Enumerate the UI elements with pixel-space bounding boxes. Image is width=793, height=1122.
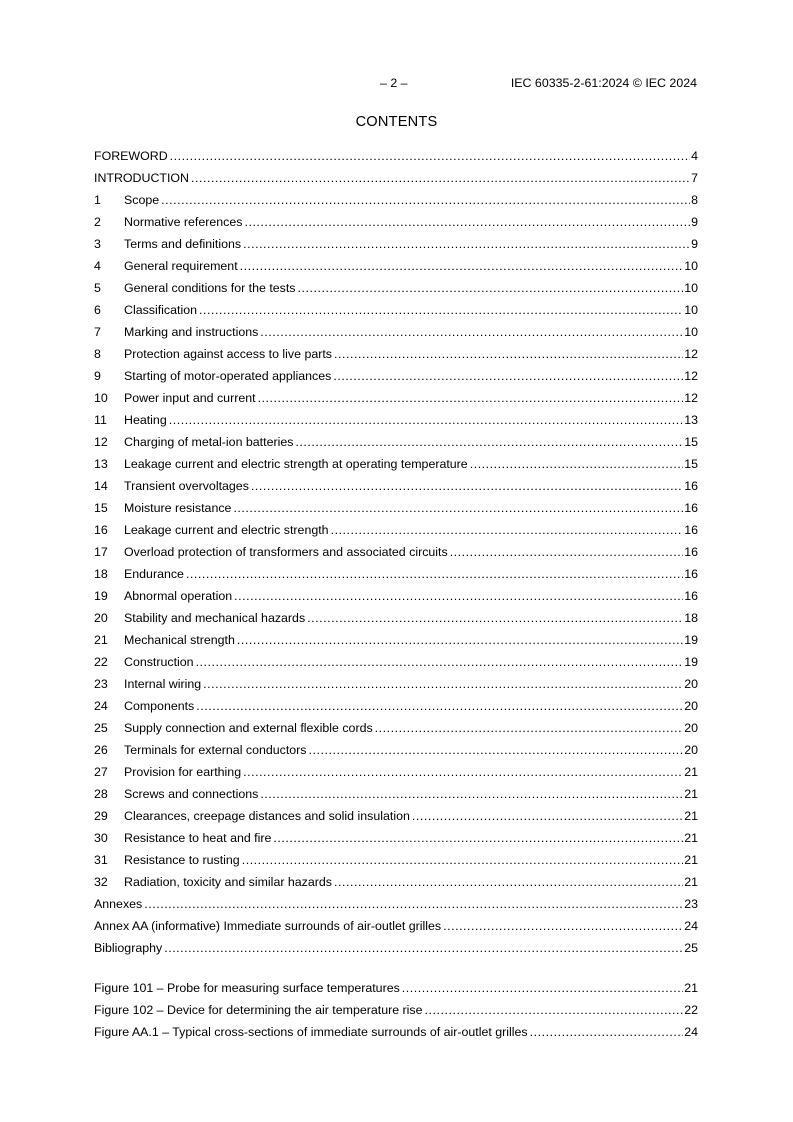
toc-entry-number: 28 <box>94 787 108 801</box>
toc-entry-label: Components <box>124 699 195 713</box>
toc-entry-page: 24 <box>684 919 698 933</box>
toc-entry[interactable] <box>94 827 698 849</box>
toc-entry-page: 21 <box>684 875 698 889</box>
toc-entry-number: 2 <box>94 215 101 229</box>
toc-entry[interactable] <box>94 321 698 343</box>
toc-entry[interactable] <box>94 145 698 167</box>
dot-leader <box>237 631 683 649</box>
toc-entry-label: Terms and definitions <box>124 237 242 251</box>
dot-leader <box>450 543 684 561</box>
toc-entry[interactable] <box>94 167 698 189</box>
toc-entry-label: Transient overvoltages <box>124 479 249 493</box>
figure-entry-page: 24 <box>684 1025 698 1039</box>
toc-entry[interactable] <box>94 629 698 651</box>
toc-entry-label: FOREWORD <box>94 149 168 163</box>
figure-entry-label: Figure AA.1 – Typical cross-sections of immediate surrounds of air-outlet grilles <box>94 1025 528 1039</box>
toc-entry[interactable] <box>94 233 698 255</box>
toc-entry-label: Normative references <box>124 215 243 229</box>
toc-entry[interactable] <box>94 805 698 827</box>
toc-entry-page: 16 <box>684 523 698 537</box>
toc-entry-number: 8 <box>94 347 101 361</box>
dot-leader <box>191 169 690 187</box>
toc-entry[interactable] <box>94 915 698 937</box>
page-header <box>0 76 793 92</box>
toc-entry-number: 18 <box>94 567 108 581</box>
dot-leader <box>375 719 684 737</box>
toc-entry-number: 30 <box>94 831 108 845</box>
toc-entry-label: Classification <box>124 303 197 317</box>
toc-entry-page: 21 <box>684 853 698 867</box>
toc-entry-label: Leakage current and electric strength <box>124 523 329 537</box>
toc-entry[interactable] <box>94 541 698 563</box>
toc-entry-page: 15 <box>684 435 698 449</box>
toc-entry-page: 15 <box>684 457 698 471</box>
toc-entry[interactable] <box>94 255 698 277</box>
dot-leader <box>170 147 690 165</box>
dot-leader <box>334 345 683 363</box>
toc-entry-label: General requirement <box>124 259 238 273</box>
figure-entry-label: Figure 101 – Probe for measuring surface temperatures <box>94 981 400 995</box>
dot-leader <box>244 213 690 231</box>
dot-leader <box>144 895 683 913</box>
toc-entry-number: 22 <box>94 655 108 669</box>
toc-entry-number: 29 <box>94 809 108 823</box>
toc-entry-number: 14 <box>94 479 108 493</box>
toc-entry-page: 18 <box>684 611 698 625</box>
figure-entry[interactable] <box>94 977 698 999</box>
toc-entry-label: INTRODUCTION <box>94 171 189 185</box>
dot-leader <box>233 499 683 517</box>
dot-leader <box>199 301 683 319</box>
dot-leader <box>243 235 690 253</box>
dot-leader <box>273 829 683 847</box>
toc-entry-label: Terminals for external conductors <box>124 743 307 757</box>
toc-entry-label: Clearances, creepage distances and solid insulation <box>124 809 410 823</box>
toc-entry-number: 6 <box>94 303 101 317</box>
toc-entry-number: 15 <box>94 501 108 515</box>
toc-entry-page: 21 <box>684 765 698 779</box>
toc-entry-label: Mechanical strength <box>124 633 235 647</box>
toc-entry-number: 13 <box>94 457 108 471</box>
toc-entry-label: Scope <box>124 193 160 207</box>
toc-entry[interactable] <box>94 673 698 695</box>
toc-entry-number: 25 <box>94 721 108 735</box>
toc-entry-label: Provision for earthing <box>124 765 242 779</box>
toc-entry-label: Resistance to heat and fire <box>124 831 272 845</box>
toc-entry-label: Power input and current <box>124 391 256 405</box>
toc-entry-number: 20 <box>94 611 108 625</box>
toc-entry[interactable] <box>94 695 698 717</box>
dot-leader <box>196 653 684 671</box>
toc-entry[interactable] <box>94 563 698 585</box>
toc-entry-label: Marking and instructions <box>124 325 259 339</box>
figure-entry[interactable] <box>94 1021 698 1043</box>
figure-entry[interactable] <box>94 999 698 1021</box>
toc-entry-label: Endurance <box>124 567 184 581</box>
toc-entry[interactable] <box>94 585 698 607</box>
toc-entry-number: 23 <box>94 677 108 691</box>
toc-entry[interactable] <box>94 519 698 541</box>
dot-leader <box>443 917 683 935</box>
toc-entry-number: 5 <box>94 281 101 295</box>
toc-entry-page: 8 <box>691 193 698 207</box>
toc-entry-label: Protection against access to live parts <box>124 347 332 361</box>
toc-entry[interactable] <box>94 937 698 959</box>
dot-leader <box>240 257 684 275</box>
toc-entry-page: 9 <box>691 237 698 251</box>
contents-title: CONTENTS <box>355 114 438 130</box>
toc-entry-label: Supply connection and external flexible cords <box>124 721 373 735</box>
figure-entry-page: 21 <box>684 981 698 995</box>
dot-leader <box>161 191 690 209</box>
dot-leader <box>203 675 683 693</box>
dot-leader <box>333 367 683 385</box>
toc-entry[interactable] <box>94 475 698 497</box>
toc-entry-page: 25 <box>684 941 698 955</box>
toc-entry-number: 10 <box>94 391 108 405</box>
toc-entry-label: Leakage current and electric strength at operating temperature <box>124 457 468 471</box>
toc-entry-label: Annexes <box>94 897 143 911</box>
toc-entry-page: 21 <box>684 787 698 801</box>
toc-entry-label: Screws and connections <box>124 787 259 801</box>
toc-entry-page: 13 <box>684 413 698 427</box>
toc-entry[interactable] <box>94 189 698 211</box>
toc-entry-page: 16 <box>684 479 698 493</box>
toc-entry-number: 17 <box>94 545 108 559</box>
toc-entry-page: 20 <box>684 677 698 691</box>
dot-leader <box>425 1001 684 1019</box>
toc-entry-page: 21 <box>684 831 698 845</box>
toc-entry-label: Charging of metal-ion batteries <box>124 435 294 449</box>
toc-entry-page: 16 <box>684 545 698 559</box>
toc-entry-page: 12 <box>684 347 698 361</box>
table-of-contents <box>94 145 698 959</box>
toc-entry-page: 20 <box>684 721 698 735</box>
toc-entry-label: Bibliography <box>94 941 163 955</box>
toc-entry-label: Construction <box>124 655 194 669</box>
toc-entry-label: Internal wiring <box>124 677 202 691</box>
toc-entry-page: 10 <box>684 303 698 317</box>
toc-entry-page: 10 <box>684 325 698 339</box>
toc-entry[interactable] <box>94 453 698 475</box>
dot-leader <box>295 433 683 451</box>
toc-entry-page: 7 <box>691 171 698 185</box>
toc-entry-label: General conditions for the tests <box>124 281 296 295</box>
toc-entry-page: 12 <box>684 369 698 383</box>
figure-entry-page: 22 <box>684 1003 698 1017</box>
toc-entry-page: 20 <box>684 699 698 713</box>
toc-entry-number: 27 <box>94 765 108 779</box>
toc-entry-page: 21 <box>684 809 698 823</box>
dot-leader <box>298 279 684 297</box>
toc-entry[interactable] <box>94 409 698 431</box>
toc-entry[interactable] <box>94 871 698 893</box>
toc-entry-page: 23 <box>684 897 698 911</box>
toc-entry-number: 19 <box>94 589 108 603</box>
toc-entry[interactable] <box>94 651 698 673</box>
figure-entry-label: Figure 102 – Device for determining the air temperature rise <box>94 1003 423 1017</box>
toc-entry[interactable] <box>94 277 698 299</box>
toc-entry-label: Resistance to rusting <box>124 853 240 867</box>
toc-entry-number: 1 <box>94 193 101 207</box>
toc-entry-label: Heating <box>124 413 167 427</box>
toc-entry-page: 10 <box>684 259 698 273</box>
dot-leader <box>251 477 683 495</box>
toc-entry[interactable] <box>94 739 698 761</box>
dot-leader <box>234 587 683 605</box>
dot-leader <box>196 697 683 715</box>
toc-entry-number: 31 <box>94 853 108 867</box>
toc-entry-number: 9 <box>94 369 101 383</box>
toc-entry-page: 19 <box>684 655 698 669</box>
toc-entry[interactable] <box>94 211 698 233</box>
toc-entry-number: 32 <box>94 875 108 889</box>
dot-leader <box>260 785 683 803</box>
toc-entry-page: 16 <box>684 589 698 603</box>
toc-entry-label: Moisture resistance <box>124 501 232 515</box>
toc-entry-label: Starting of motor-operated appliances <box>124 369 332 383</box>
toc-entry-page: 19 <box>684 633 698 647</box>
toc-entry[interactable] <box>94 387 698 409</box>
toc-entry[interactable] <box>94 849 698 871</box>
page-number: – 2 – <box>380 76 408 90</box>
toc-entry-page: 9 <box>691 215 698 229</box>
toc-entry[interactable] <box>94 607 698 629</box>
dot-leader <box>402 979 683 997</box>
toc-entry-label: Radiation, toxicity and similar hazards <box>124 875 332 889</box>
toc-entry[interactable] <box>94 365 698 387</box>
dot-leader <box>334 873 683 891</box>
dot-leader <box>258 389 684 407</box>
dot-leader <box>307 609 683 627</box>
toc-entry-number: 21 <box>94 633 108 647</box>
dot-leader <box>470 455 684 473</box>
toc-entry-label: Annex AA (informative) Immediate surrounds of air-outlet grilles <box>94 919 442 933</box>
dot-leader <box>260 323 683 341</box>
toc-entry-label: Abnormal operation <box>124 589 233 603</box>
toc-entry[interactable] <box>94 717 698 739</box>
toc-entry-number: 11 <box>94 413 107 427</box>
list-of-figures <box>94 977 698 1043</box>
document-reference: IEC 60335-2-61:2024 © IEC 2024 <box>510 76 697 90</box>
toc-entry-page: 16 <box>684 567 698 581</box>
toc-entry-number: 3 <box>94 237 101 251</box>
toc-entry-page: 12 <box>684 391 698 405</box>
dot-leader <box>186 565 683 583</box>
toc-entry-number: 24 <box>94 699 108 713</box>
toc-entry[interactable] <box>94 497 698 519</box>
toc-entry-page: 4 <box>691 149 698 163</box>
dot-leader <box>242 851 684 869</box>
toc-entry-label: Overload protection of transformers and associated circuits <box>124 545 448 559</box>
toc-entry-number: 12 <box>94 435 108 449</box>
toc-entry[interactable] <box>94 343 698 365</box>
toc-entry-page: 16 <box>684 501 698 515</box>
dot-leader <box>164 939 683 957</box>
toc-entry-number: 16 <box>94 523 108 537</box>
toc-entry-number: 4 <box>94 259 101 273</box>
dot-leader <box>243 763 683 781</box>
toc-entry-page: 20 <box>684 743 698 757</box>
toc-entry[interactable] <box>94 783 698 805</box>
toc-entry[interactable] <box>94 761 698 783</box>
toc-entry[interactable] <box>94 299 698 321</box>
dot-leader <box>530 1023 684 1041</box>
dot-leader <box>412 807 683 825</box>
toc-entry-number: 26 <box>94 743 108 757</box>
toc-entry-page: 10 <box>684 281 698 295</box>
dot-leader <box>309 741 684 759</box>
dot-leader <box>331 521 684 539</box>
toc-entry-label: Stability and mechanical hazards <box>124 611 306 625</box>
toc-entry[interactable] <box>94 431 698 453</box>
toc-entry-number: 7 <box>94 325 101 339</box>
toc-entry[interactable] <box>94 893 698 915</box>
dot-leader <box>169 411 683 429</box>
